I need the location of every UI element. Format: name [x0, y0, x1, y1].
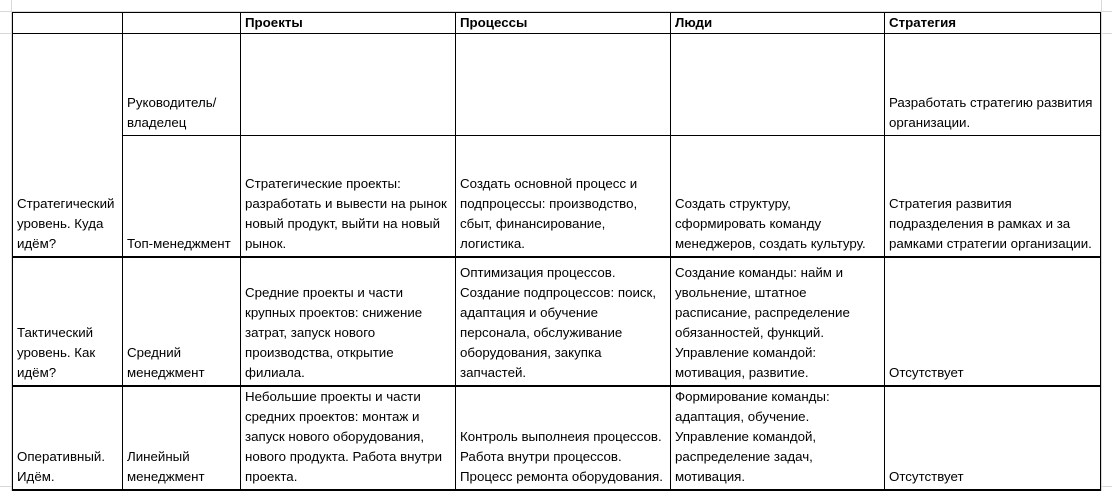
- gridline: [1101, 0, 1102, 491]
- header-row: [13, 13, 1101, 34]
- table-row-owner: [13, 34, 1101, 136]
- cell-top-projects[interactable]: Стратегические проекты: разработать и вывести на рынок новый продукт, выйти на новый рынок.: [241, 136, 456, 258]
- cell-tactical-people[interactable]: Создание команды: найм и увольнение, штатное расписание, распределение обязанностей, функций. Управление командой: мотивация, развитие.: [671, 257, 885, 386]
- table-row-operational: [13, 386, 1101, 490]
- cell-operational-people[interactable]: Формирование команды: адаптация, обучение. Управление командой, распределение задач, мотивация.: [671, 386, 885, 490]
- cell-owner-processes[interactable]: [456, 34, 671, 136]
- cell-top-strategy[interactable]: Стратегия развития подразделения в рамках и за рамками стратегии организации.: [885, 136, 1101, 258]
- cell-role-top[interactable]: Топ-менеджмент: [123, 136, 241, 258]
- cell-role-line[interactable]: Линейный менеджмент: [123, 386, 241, 490]
- responsibility-matrix-table: [12, 12, 1101, 491]
- table-row-tactical: [13, 257, 1101, 386]
- cell-tactical-strategy[interactable]: Отсутствует: [885, 257, 1101, 386]
- cell-top-processes[interactable]: Создать основной процесс и подпроцессы: производство, сбыт, финансирование, логистика.: [456, 136, 671, 258]
- cell-tactical-projects[interactable]: Средние проекты и части крупных проектов: снижение затрат, запуск нового производства, открытие филиала.: [241, 257, 456, 386]
- header-cell-level[interactable]: [13, 13, 123, 34]
- cell-operational-projects[interactable]: Небольшие проекты и части средних проектов: монтаж и запуск нового оборудования, нового продукта. Работа внутри проекта.: [241, 386, 456, 490]
- cell-operational-strategy[interactable]: Отсутствует: [885, 386, 1101, 490]
- cell-operational-processes[interactable]: Контроль выполнеия процессов. Работа внутри процессов. Процесс ремонта оборудования.: [456, 386, 671, 490]
- header-cell-strategy[interactable]: Стратегия: [885, 13, 1101, 34]
- table-row-top-management: [13, 136, 1101, 258]
- header-cell-processes[interactable]: Процессы: [456, 13, 671, 34]
- cell-role-owner[interactable]: Руководитель/ владелец: [123, 34, 241, 136]
- cell-level-tactical[interactable]: Тактический уровень. Как идём?: [13, 257, 123, 386]
- cell-role-middle[interactable]: Средний менеджмент: [123, 257, 241, 386]
- header-cell-people[interactable]: Люди: [671, 13, 885, 34]
- header-cell-projects[interactable]: Проекты: [241, 13, 456, 34]
- cell-level-operational[interactable]: Оперативный. Идём.: [13, 386, 123, 490]
- cell-owner-strategy[interactable]: Разработать стратегию развития организации.: [885, 34, 1101, 136]
- cell-level-strategic[interactable]: Стратегический уровень. Куда идём?: [13, 34, 123, 258]
- cell-tactical-processes[interactable]: Оптимизация процессов. Создание подпроцессов: поиск, адаптация и обучение персонала, обслуживание оборудования, закупка запчастей.: [456, 257, 671, 386]
- header-cell-role[interactable]: [123, 13, 241, 34]
- cell-owner-projects[interactable]: [241, 34, 456, 136]
- cell-owner-people[interactable]: [671, 34, 885, 136]
- cell-top-people[interactable]: Создать структуру, сформировать команду менеджеров, создать культуру.: [671, 136, 885, 258]
